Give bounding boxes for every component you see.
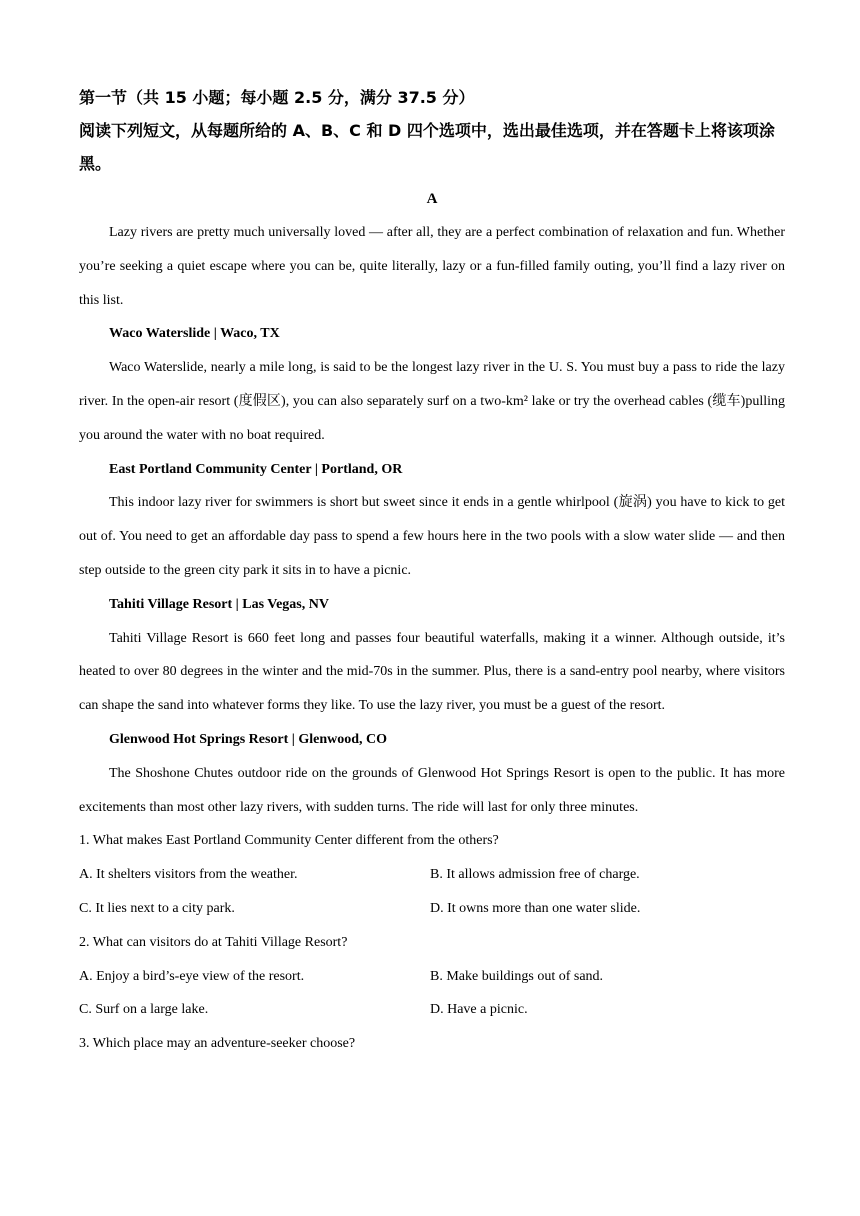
question-stem: 3. Which place may an adventure-seeker choose? <box>79 1036 356 1052</box>
place-description: Waco Waterslide, nearly a mile long, is said to be the longest lazy river in the U. S. You must buy a pass to ride the lazy river. In the open-air resort (度假区), you can also separately surf on a two-km² lake or try the overhead cables (缆车)pulling you around the water with no boat required. <box>79 360 785 443</box>
place-description: This indoor lazy river for swimmers is short but sweet since it ends in a gentle whirlpool (旋涡) you have to kick to get out of. You need to get an affordable day pass to spend a few hours here in the two pools with a slow water slide — and then step outside to the green city park it sits in to have a picnic. <box>79 495 785 578</box>
question-stem: 1. What makes East Portland Community Center different from the others? <box>79 833 499 849</box>
option-a: A. Enjoy a bird’s-eye view of the resort. <box>79 968 305 984</box>
place-heading: Tahiti Village Resort | Las Vegas, NV <box>109 596 329 612</box>
option-row <box>79 892 785 926</box>
option-d: D. Have a picnic. <box>430 1002 528 1018</box>
option-b: B. It allows admission free of charge. <box>430 867 640 883</box>
option-row <box>79 858 785 892</box>
option-row <box>79 993 785 1027</box>
passage-title: A <box>426 191 438 207</box>
option-d: D. It owns more than one water slide. <box>430 900 641 916</box>
option-row <box>79 960 785 994</box>
passage-body <box>79 216 785 1061</box>
place-heading: Glenwood Hot Springs Resort | Glenwood, CO <box>109 731 388 747</box>
section-heading: 第一节（共 15 小题；每小题 2.5 分，满分 37.5 分） <box>79 88 475 107</box>
place-description: The Shoshone Chutes outdoor ride on the grounds of Glenwood Hot Springs Resort is open to the public. It has more excitements than most other lazy rivers, with sudden turns. The ride will last for only three minutes. <box>79 765 785 815</box>
place-heading: Waco Waterslide | Waco, TX <box>109 326 280 342</box>
section-instructions: 阅读下列短文，从每题所给的 A、B、C 和 D 四个选项中，选出最佳选项，并在答题卡上将该项涂黑。 <box>79 121 775 173</box>
option-b: B. Make buildings out of sand. <box>430 968 604 984</box>
option-c: C. Surf on a large lake. <box>79 1002 209 1018</box>
option-c: C. It lies next to a city park. <box>79 900 235 916</box>
place-heading: East Portland Community Center | Portland, OR <box>109 461 403 477</box>
option-a: A. It shelters visitors from the weather. <box>79 867 298 883</box>
place-description: Tahiti Village Resort is 660 feet long and passes four beautiful waterfalls, making it a winner. Although outside, it’s heated to over 80 degrees in the winter and the mid-70s in the summer. Plus, there is a sand-entry pool nearby, where visitors can shape the sand into whatever forms they like. To use the lazy river, you must be a guest of the resort. <box>79 630 785 714</box>
passage-intro: Lazy rivers are pretty much universally loved — after all, they are a perfect combination of relaxation and fun. Whether you’re seeking a quiet escape where you can be, quite literally, lazy or a fun-filled family outing, you’ll find a lazy river on this list. <box>79 225 785 308</box>
question-stem: 2. What can visitors do at Tahiti Village Resort? <box>79 934 348 950</box>
